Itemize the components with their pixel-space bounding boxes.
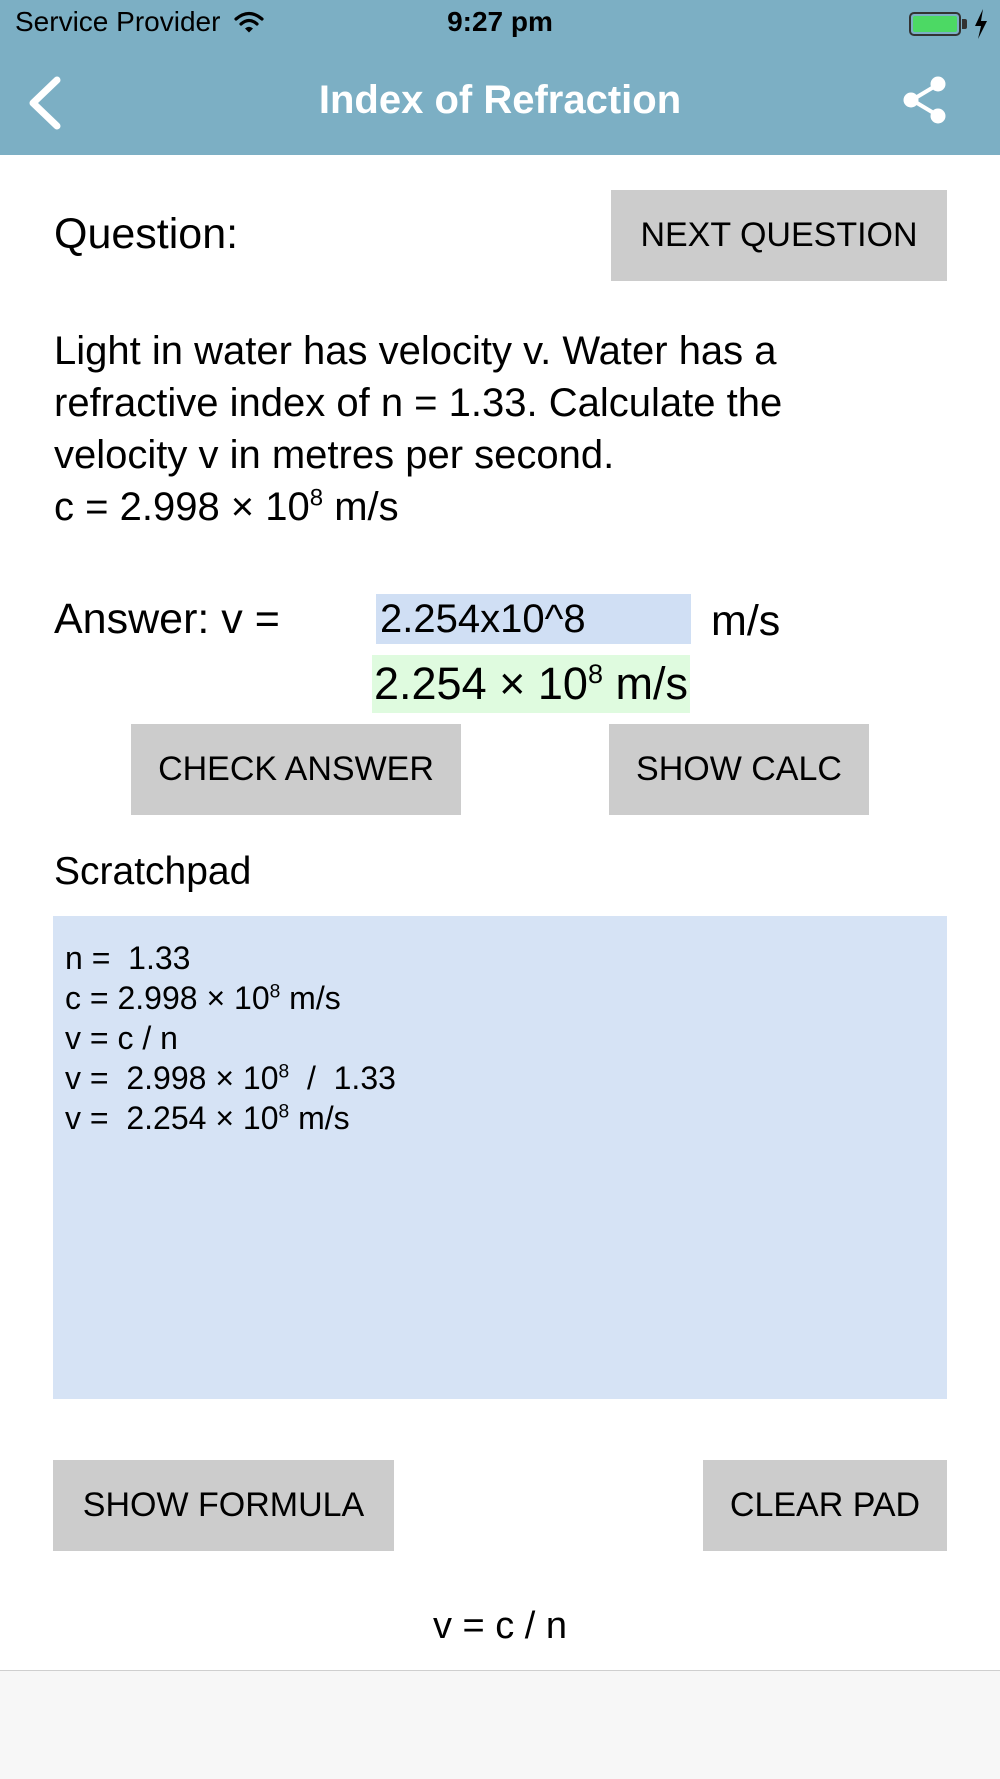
- speed-of-light-constant: $c = 2.998 \times 10^8$ m/s: [54, 484, 399, 529]
- charging-bolt-icon: [972, 8, 990, 40]
- show-formula-label: SHOW FORMULA: [82, 1486, 365, 1524]
- check-answer-button[interactable]: [131, 724, 461, 815]
- page-title: Index of Refraction: [318, 78, 682, 122]
- scratchpad-line: n = 1.33: [65, 940, 191, 976]
- carrier-label: Service Provider: [15, 6, 221, 37]
- clear-pad-label: CLEAR PAD: [729, 1486, 921, 1524]
- status-time: 9:27 pm: [447, 6, 553, 37]
- show-calc-button[interactable]: [609, 724, 869, 815]
- question-label: Question:: [54, 210, 239, 258]
- question-line-1: Light in water has velocity v. Water has a: [54, 329, 777, 373]
- answer-unit: m/s: [711, 597, 781, 645]
- check-answer-label: CHECK ANSWER: [158, 750, 434, 788]
- formula-display: v = c / n: [432, 1605, 568, 1647]
- show-calc-label: SHOW CALC: [636, 750, 842, 788]
- scratchpad-line: $c = 2.998 \times 10^8$ m/s: [65, 980, 341, 1016]
- scratchpad-label: Scratchpad: [54, 850, 252, 893]
- bottom-bar: [0, 1670, 1000, 1779]
- battery-icon: [909, 12, 961, 36]
- battery-tip: [962, 19, 967, 29]
- next-question-button[interactable]: [611, 190, 947, 281]
- correct-answer-display: $2.254 \times 10^8$ m/s: [372, 655, 690, 713]
- next-question-label: NEXT QUESTION: [640, 216, 918, 254]
- question-line-3: velocity v in metres per second.: [54, 433, 615, 477]
- answer-input[interactable]: [376, 594, 691, 644]
- scratchpad-textarea[interactable]: [53, 916, 947, 1399]
- answer-label: Answer: v =: [54, 595, 280, 643]
- scratchpad-line: $v = 2.998 \times 10^8 / 1.33$: [65, 1060, 396, 1096]
- scratchpad-line: $v = 2.254 \times 10^8$ m/s: [65, 1100, 350, 1136]
- scratchpad-line: v = c / n: [65, 1020, 178, 1056]
- question-text: [54, 325, 954, 533]
- question-line-2: refractive index of n = 1.33. Calculate the: [54, 381, 783, 425]
- clear-pad-button[interactable]: [703, 1460, 947, 1551]
- share-icon[interactable]: [900, 75, 950, 125]
- show-formula-button[interactable]: [53, 1460, 394, 1551]
